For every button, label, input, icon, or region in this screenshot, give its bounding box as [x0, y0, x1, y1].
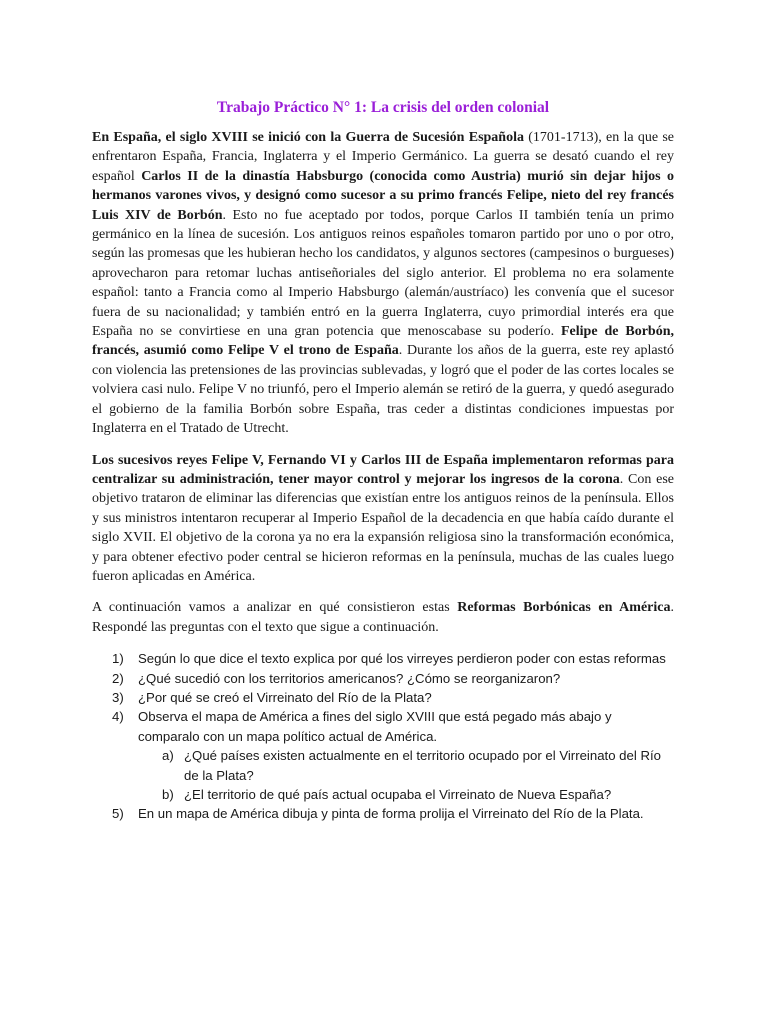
body-text: (1701-1713), en la que se enfrentaron España, Francia, Inglaterra y el Imperio Germánico. La guerra se desató cuando el rey español	[92, 130, 674, 184]
question-text: Según lo que dice el texto explica por qué los virreyes perdieron poder con estas reformas	[138, 651, 666, 667]
paragraph-reformas	[92, 451, 674, 587]
page-title: Trabajo Práctico N° 1: La crisis del orden colonial	[216, 99, 550, 116]
question-number: 2)	[112, 670, 124, 686]
list-item	[92, 688, 674, 707]
bold-text: En España, el siglo XVIII se inició con la Guerra de Sucesión Española	[92, 130, 524, 145]
list-item	[138, 746, 674, 785]
question-text: ¿Qué sucedió con los territorios americanos? ¿Cómo se reorganizaron?	[138, 670, 561, 686]
question-text: ¿Por qué se creó el Virreinato del Río de la Plata?	[138, 689, 432, 705]
body-text: . Respondé las preguntas con el texto que sigue a continuación.	[92, 600, 674, 635]
question-text: Observa el mapa de América a fines del siglo XVIII que está pegado más abajo y comparalo con un mapa político actual de América.	[138, 709, 612, 744]
document-page	[92, 98, 674, 824]
bold-text: Felipe de Borbón, francés, asumió como Felipe V el trono de España	[92, 324, 674, 359]
subquestion-letter: b)	[162, 787, 174, 802]
subquestion-letter: a)	[162, 748, 174, 764]
question-number: 1)	[112, 651, 124, 667]
questions-list	[92, 649, 674, 824]
body-text: . Durante los años de la guerra, este rey aplastó con violencia las pretensiones de las provincias sublevadas, y logró que el poder de las cortes locales se volviera casi nulo. Felipe V no triunfó, pero el Imperio alemán se retiró de la guerra, y quedó asegurado el gobierno de la familia Borbón sobre España, tras ceder a distintas condiciones impuestas por Inglaterra en el Tratado de Utrecht.	[92, 343, 674, 437]
list-item	[92, 707, 674, 804]
list-item	[138, 785, 674, 804]
question-number: 3)	[112, 689, 124, 705]
question-text: En un mapa de América dibuja y pinta de forma prolija el Virreinato del Río de la Plata.	[138, 806, 644, 822]
bold-text: Los sucesivos reyes Felipe V, Fernando VI y Carlos III de España implementaron reformas para centralizar su administración, tener mayor control y mejorar los ingresos de la corona	[92, 452, 674, 487]
body-text: . Esto no fue aceptado por todos, porque Carlos II también tenía un primo germánico en la línea de sucesión. Los antiguos reinos españoles tomaron partido por uno o por otro, según las promesas que les hubieran hecho los candidatos, y algunos sectores (campesinos o burgueses) aprovecharon para retomar luchas antiseñoriales del siglo anterior. El problema no era solamente español: tanto a Francia como al Imperio Habsburgo (alemán/austríaco) les convenía que el sucesor fuera de su nacionalidad; y también entró en la guerra Inglaterra, cuyo primordial interés era que España no se convirtiese en una gran potencia que menoscabase su poderío.	[92, 207, 674, 340]
paragraph-consigna	[92, 598, 674, 637]
body-text: . Con ese objetivo trataron de eliminar las diferencias que existían entre los antiguos reinos de la península. Ellos y sus ministros intentaron recuperar al Imperio Español de la decadencia en que había caído durante el siglo XVII. El objetivo de la corona ya no era la expansión religiosa sino la transformación económica, y para obtener efectivo poder central se hicieron reformas en la península, muchas de las cuales luego fueron aplicadas en América.	[92, 471, 674, 584]
subquestions-list	[138, 746, 674, 804]
bold-text: Carlos II de la dinastía Habsburgo (conocida como Austria) murió sin dejar hijos o hermanos varones vivos, y designó como sucesor a su primo francés Felipe, nieto del rey francés Luis XIV de Borbón	[92, 168, 674, 223]
paragraph-guerra-sucesion	[92, 128, 674, 439]
bold-text: Reformas Borbónicas en América	[457, 600, 671, 616]
question-number: 5)	[112, 806, 124, 822]
list-item	[92, 804, 674, 823]
body-text: A continuación vamos a analizar en qué consistieron estas	[92, 600, 458, 616]
list-item	[92, 669, 674, 688]
subquestion-text: ¿Qué países existen actualmente en el territorio ocupado por el Virreinato del Río de la Plata?	[184, 748, 661, 783]
subquestion-text: ¿El territorio de qué país actual ocupaba el Virreinato de Nueva España?	[184, 787, 612, 802]
question-number: 4)	[112, 709, 124, 725]
list-item	[92, 649, 674, 668]
